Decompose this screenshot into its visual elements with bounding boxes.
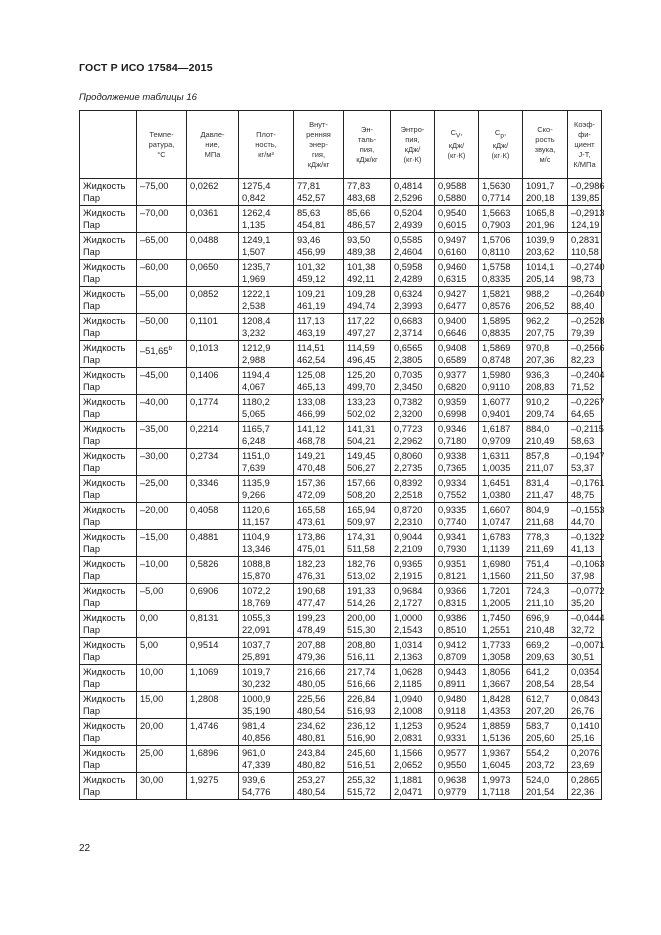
cell-cv: 0,9524 0,9331 — [435, 719, 479, 746]
cell-internal-energy: 149,21 470,48 — [294, 449, 344, 476]
cell-entropy: 0,6683 2,3714 — [391, 314, 435, 341]
cell-cp: 1,5869 0,8748 — [479, 341, 523, 368]
cell-temperature: –15,00 — [137, 530, 187, 557]
cell-enthalpy: 255,32 515,72 — [344, 773, 391, 800]
cell-cp: 1,8056 1,3667 — [479, 665, 523, 692]
cell-cv: 0,9480 0,9118 — [435, 692, 479, 719]
cell-cp: 1,6783 1,1139 — [479, 530, 523, 557]
table-row — [80, 719, 602, 746]
cell-sound-speed: 612,7 207,20 — [523, 692, 568, 719]
cell-cv: 0,9366 0,8315 — [435, 584, 479, 611]
cell-temperature: –65,00 — [137, 233, 187, 260]
cell-entropy: 0,5958 2,4289 — [391, 260, 435, 287]
cell-entropy: 1,1566 2,0652 — [391, 746, 435, 773]
header-jt-coefficient: Коэф- фи- циент J-T, К/МПа — [568, 111, 602, 179]
cell-jt-coefficient: –0,1063 37,98 — [568, 557, 602, 584]
header-pressure: Давле- ние, МПа — [187, 111, 239, 179]
cell-temperature: 5,00 — [137, 638, 187, 665]
cell-entropy: 0,8392 2,2518 — [391, 476, 435, 503]
cell-jt-coefficient: 0,2865 22,36 — [568, 773, 602, 800]
table-header-row — [80, 111, 602, 179]
cell-internal-energy: 225,56 480,54 — [294, 692, 344, 719]
cell-entropy: 0,5585 2,4604 — [391, 233, 435, 260]
cell-pressure: 0,0650 — [187, 260, 239, 287]
cell-sound-speed: 804,9 211,68 — [523, 503, 568, 530]
cell-cv: 0,9460 0,6315 — [435, 260, 479, 287]
cell-enthalpy: 236,12 516,90 — [344, 719, 391, 746]
cell-sound-speed: 884,0 210,49 — [523, 422, 568, 449]
cell-pressure: 0,0262 — [187, 179, 239, 206]
cell-sound-speed: 970,8 207,36 — [523, 341, 568, 368]
header-entropy: Энтро- пия, кДж/ (кг·К) — [391, 111, 435, 179]
cell-temperature: –40,00 — [137, 395, 187, 422]
cell-entropy: 1,1253 2,0831 — [391, 719, 435, 746]
cell-density: 1212,9 2,988 — [239, 341, 294, 368]
cell-temperature: –20,00 — [137, 503, 187, 530]
cell-cp: 1,5630 0,7714 — [479, 179, 523, 206]
cell-internal-energy: 114,51 462,54 — [294, 341, 344, 368]
cell-density: 1208,4 3,232 — [239, 314, 294, 341]
cell-entropy: 1,1881 2,0471 — [391, 773, 435, 800]
cell-entropy: 1,0628 2,1185 — [391, 665, 435, 692]
cell-entropy: 0,8060 2,2735 — [391, 449, 435, 476]
cell-sound-speed: 1039,9 203,62 — [523, 233, 568, 260]
cell-cp: 1,5706 0,8110 — [479, 233, 523, 260]
cell-entropy: 0,9684 2,1727 — [391, 584, 435, 611]
table-row — [80, 395, 602, 422]
cell-phase: Жидкость Пар — [80, 368, 137, 395]
cell-enthalpy: 117,22 497,27 — [344, 314, 391, 341]
cell-jt-coefficient: –0,0444 32,72 — [568, 611, 602, 638]
cell-sound-speed: 1014,1 205,14 — [523, 260, 568, 287]
cell-phase: Жидкость Пар — [80, 773, 137, 800]
cell-pressure: 0,0852 — [187, 287, 239, 314]
cell-phase: Жидкость Пар — [80, 503, 137, 530]
cell-cv: 0,9335 0,7740 — [435, 503, 479, 530]
cell-sound-speed: 669,2 209,63 — [523, 638, 568, 665]
cell-cv: 0,9638 0,9779 — [435, 773, 479, 800]
cell-jt-coefficient: 0,2831 110,58 — [568, 233, 602, 260]
cell-entropy: 0,5204 2,4939 — [391, 206, 435, 233]
cell-pressure: 0,4881 — [187, 530, 239, 557]
cell-jt-coefficient: –0,1322 41,13 — [568, 530, 602, 557]
cell-sound-speed: 936,3 208,83 — [523, 368, 568, 395]
cell-cp: 1,6077 0,9401 — [479, 395, 523, 422]
header-enthalpy: Эн- таль- пия, кДж/кг — [344, 111, 391, 179]
cell-internal-energy: 199,23 478,49 — [294, 611, 344, 638]
cell-sound-speed: 910,2 209,74 — [523, 395, 568, 422]
header-density: Плот- ность, кг/м³ — [239, 111, 294, 179]
cell-enthalpy: 85,66 486,57 — [344, 206, 391, 233]
table-row — [80, 287, 602, 314]
table-row — [80, 476, 602, 503]
cell-cp: 1,9973 1,7118 — [479, 773, 523, 800]
cell-cv: 0,9386 0,8510 — [435, 611, 479, 638]
cell-phase: Жидкость Пар — [80, 665, 137, 692]
cell-sound-speed: 831,4 211,47 — [523, 476, 568, 503]
cell-cv: 0,9341 0,7930 — [435, 530, 479, 557]
cell-internal-energy: 133,08 466,99 — [294, 395, 344, 422]
table-row — [80, 611, 602, 638]
cell-phase: Жидкость Пар — [80, 341, 137, 368]
cell-cp: 1,5663 0,7903 — [479, 206, 523, 233]
cell-cv: 0,9408 0,6589 — [435, 341, 479, 368]
cell-entropy: 0,7723 2,2962 — [391, 422, 435, 449]
cell-phase: Жидкость Пар — [80, 476, 137, 503]
cell-sound-speed: 988,2 206,52 — [523, 287, 568, 314]
cell-internal-energy: 234,62 480,81 — [294, 719, 344, 746]
cell-jt-coefficient: –0,1947 53,37 — [568, 449, 602, 476]
cell-cv: 0,9588 0,5880 — [435, 179, 479, 206]
cell-pressure: 0,0361 — [187, 206, 239, 233]
cell-pressure: 1,4746 — [187, 719, 239, 746]
cell-enthalpy: 226,84 516,93 — [344, 692, 391, 719]
cell-internal-energy: 157,36 472,09 — [294, 476, 344, 503]
cell-phase: Жидкость Пар — [80, 638, 137, 665]
cell-temperature: –35,00 — [137, 422, 187, 449]
cell-enthalpy: 93,50 489,38 — [344, 233, 391, 260]
cell-pressure: 0,9514 — [187, 638, 239, 665]
cell-internal-energy: 243,84 480,82 — [294, 746, 344, 773]
cell-jt-coefficient: –0,2404 71,52 — [568, 368, 602, 395]
cell-pressure: 0,1774 — [187, 395, 239, 422]
cell-enthalpy: 133,23 502,02 — [344, 395, 391, 422]
cell-density: 1180,2 5,065 — [239, 395, 294, 422]
cell-density: 961,0 47,339 — [239, 746, 294, 773]
table-row — [80, 746, 602, 773]
cell-cv: 0,9400 0,6646 — [435, 314, 479, 341]
cell-cp: 1,7201 1,2005 — [479, 584, 523, 611]
cell-phase: Жидкость Пар — [80, 449, 137, 476]
cell-density: 1120,6 11,157 — [239, 503, 294, 530]
header-phase — [80, 111, 137, 179]
cell-cp: 1,6311 1,0035 — [479, 449, 523, 476]
cell-cp: 1,5980 0,9110 — [479, 368, 523, 395]
cell-internal-energy: 165,58 473,61 — [294, 503, 344, 530]
cell-density: 1019,7 30,232 — [239, 665, 294, 692]
cell-enthalpy: 157,66 508,20 — [344, 476, 391, 503]
cell-jt-coefficient: –0,0772 35,20 — [568, 584, 602, 611]
cell-cv: 0,9412 0,8709 — [435, 638, 479, 665]
cell-entropy: 0,6324 2,3993 — [391, 287, 435, 314]
cell-entropy: 0,4814 2,5296 — [391, 179, 435, 206]
cell-cv: 0,9346 0,7180 — [435, 422, 479, 449]
table-row — [80, 233, 602, 260]
cell-cv: 0,9443 0,8911 — [435, 665, 479, 692]
cell-density: 1165,7 6,248 — [239, 422, 294, 449]
table-row — [80, 692, 602, 719]
cell-phase: Жидкость Пар — [80, 611, 137, 638]
cell-cp: 1,6451 1,0380 — [479, 476, 523, 503]
cell-jt-coefficient: 0,2076 23,69 — [568, 746, 602, 773]
cell-phase: Жидкость Пар — [80, 287, 137, 314]
header-cv: $C_V$, кДж/ (кг·К) — [435, 111, 479, 179]
cell-density: 1151,0 7,639 — [239, 449, 294, 476]
cell-sound-speed: 724,3 211,10 — [523, 584, 568, 611]
cell-pressure: 0,2734 — [187, 449, 239, 476]
cell-pressure: 0,1406 — [187, 368, 239, 395]
cell-enthalpy: 245,60 516,51 — [344, 746, 391, 773]
table-row — [80, 557, 602, 584]
cell-phase: Жидкость Пар — [80, 584, 137, 611]
cell-enthalpy: 165,94 509,97 — [344, 503, 391, 530]
cell-jt-coefficient: –0,2640 88,40 — [568, 287, 602, 314]
cell-phase: Жидкость Пар — [80, 260, 137, 287]
cell-density: 1275,4 0,842 — [239, 179, 294, 206]
cell-phase: Жидкость Пар — [80, 530, 137, 557]
cell-density: 1249,1 1,507 — [239, 233, 294, 260]
cell-temperature: –51,65$^b$ — [137, 341, 187, 368]
cell-cp: 1,5758 0,8335 — [479, 260, 523, 287]
cell-cv: 0,9540 0,6015 — [435, 206, 479, 233]
cell-density: 1072,2 18,769 — [239, 584, 294, 611]
cell-pressure: 1,2808 — [187, 692, 239, 719]
cell-temperature: 15,00 — [137, 692, 187, 719]
cell-pressure: 0,1013 — [187, 341, 239, 368]
cell-cv: 0,9351 0,8121 — [435, 557, 479, 584]
table-row — [80, 368, 602, 395]
cell-density: 1055,3 22,091 — [239, 611, 294, 638]
cell-pressure: 1,9275 — [187, 773, 239, 800]
thermo-properties-table — [79, 110, 605, 800]
cell-cp: 1,6980 1,1560 — [479, 557, 523, 584]
cell-jt-coefficient: 0,0843 26,76 — [568, 692, 602, 719]
cell-jt-coefficient: –0,1761 48,75 — [568, 476, 602, 503]
cell-temperature: –70,00 — [137, 206, 187, 233]
cell-enthalpy: 77,83 483,68 — [344, 179, 391, 206]
cell-enthalpy: 141,31 504,21 — [344, 422, 391, 449]
cell-internal-energy: 125,08 465,13 — [294, 368, 344, 395]
cell-internal-energy: 93,46 456,99 — [294, 233, 344, 260]
cell-jt-coefficient: –0,0071 30,51 — [568, 638, 602, 665]
cell-phase: Жидкость Пар — [80, 179, 137, 206]
cell-entropy: 0,9044 2,2109 — [391, 530, 435, 557]
cell-entropy: 1,0940 2,1008 — [391, 692, 435, 719]
cell-pressure: 0,3346 — [187, 476, 239, 503]
page-number: 22 — [79, 843, 91, 854]
cell-density: 1135,9 9,266 — [239, 476, 294, 503]
cell-phase: Жидкость Пар — [80, 746, 137, 773]
cell-internal-energy: 85,63 454,81 — [294, 206, 344, 233]
table-row — [80, 530, 602, 557]
table-row — [80, 314, 602, 341]
cell-density: 1235,7 1,969 — [239, 260, 294, 287]
cell-pressure: 1,1069 — [187, 665, 239, 692]
cell-jt-coefficient: –0,2986 139,85 — [568, 179, 602, 206]
cell-jt-coefficient: –0,2528 79,39 — [568, 314, 602, 341]
cell-temperature: –55,00 — [137, 287, 187, 314]
table-row — [80, 206, 602, 233]
cell-density: 1222,1 2,538 — [239, 287, 294, 314]
cell-temperature: 30,00 — [137, 773, 187, 800]
cell-enthalpy: 200,00 515,30 — [344, 611, 391, 638]
table-row — [80, 341, 602, 368]
cell-pressure: 0,0488 — [187, 233, 239, 260]
cell-temperature: 25,00 — [137, 746, 187, 773]
cell-phase: Жидкость Пар — [80, 314, 137, 341]
cell-density: 1000,9 35,190 — [239, 692, 294, 719]
cell-temperature: –30,00 — [137, 449, 187, 476]
table-row — [80, 503, 602, 530]
cell-sound-speed: 962,2 207,75 — [523, 314, 568, 341]
cell-phase: Жидкость Пар — [80, 692, 137, 719]
cell-sound-speed: 751,4 211,50 — [523, 557, 568, 584]
cell-internal-energy: 207,88 479,36 — [294, 638, 344, 665]
cell-temperature: –75,00 — [137, 179, 187, 206]
cell-density: 1037,7 25,891 — [239, 638, 294, 665]
cell-enthalpy: 191,33 514,26 — [344, 584, 391, 611]
cell-jt-coefficient: –0,2913 124,19 — [568, 206, 602, 233]
table-row — [80, 422, 602, 449]
table-row — [80, 584, 602, 611]
cell-internal-energy: 173,86 475,01 — [294, 530, 344, 557]
document-header: ГОСТ Р ИСО 17584—2015 — [79, 62, 213, 74]
cell-cp: 1,5821 0,8576 — [479, 287, 523, 314]
cell-internal-energy: 141,12 468,78 — [294, 422, 344, 449]
cell-phase: Жидкость Пар — [80, 719, 137, 746]
cell-pressure: 0,8131 — [187, 611, 239, 638]
cell-pressure: 0,4058 — [187, 503, 239, 530]
cell-cp: 1,8859 1,5136 — [479, 719, 523, 746]
cell-enthalpy: 109,28 494,74 — [344, 287, 391, 314]
cell-internal-energy: 101,32 459,12 — [294, 260, 344, 287]
cell-cp: 1,5895 0,8835 — [479, 314, 523, 341]
cell-density: 939,6 54,776 — [239, 773, 294, 800]
cell-sound-speed: 641,2 208,54 — [523, 665, 568, 692]
cell-temperature: 0,00 — [137, 611, 187, 638]
cell-enthalpy: 182,76 513,02 — [344, 557, 391, 584]
cell-enthalpy: 149,45 506,27 — [344, 449, 391, 476]
cell-enthalpy: 101,38 492,11 — [344, 260, 391, 287]
cell-sound-speed: 1065,8 201,96 — [523, 206, 568, 233]
cell-entropy: 0,9365 2,1915 — [391, 557, 435, 584]
cell-sound-speed: 583,7 205,60 — [523, 719, 568, 746]
table-row — [80, 260, 602, 287]
header-internal-energy: Внут- ренняя энер- гия, кДж/кг — [294, 111, 344, 179]
cell-jt-coefficient: –0,2740 98,73 — [568, 260, 602, 287]
cell-cv: 0,9377 0,6820 — [435, 368, 479, 395]
cell-cv: 0,9497 0,6160 — [435, 233, 479, 260]
cell-cp: 1,8428 1,4353 — [479, 692, 523, 719]
cell-density: 1262,4 1,135 — [239, 206, 294, 233]
cell-temperature: –45,00 — [137, 368, 187, 395]
cell-sound-speed: 554,2 203,72 — [523, 746, 568, 773]
table-row — [80, 638, 602, 665]
cell-phase: Жидкость Пар — [80, 233, 137, 260]
cell-sound-speed: 1091,7 200,18 — [523, 179, 568, 206]
cell-pressure: 0,1101 — [187, 314, 239, 341]
cell-internal-energy: 182,23 476,31 — [294, 557, 344, 584]
cell-entropy: 0,7382 2,3200 — [391, 395, 435, 422]
cell-internal-energy: 109,21 461,19 — [294, 287, 344, 314]
cell-temperature: 20,00 — [137, 719, 187, 746]
cell-enthalpy: 217,74 516,66 — [344, 665, 391, 692]
cell-jt-coefficient: –0,2267 64,65 — [568, 395, 602, 422]
cell-phase: Жидкость Пар — [80, 557, 137, 584]
cell-cv: 0,9577 0,9550 — [435, 746, 479, 773]
cell-phase: Жидкость Пар — [80, 395, 137, 422]
cell-entropy: 1,0000 2,1543 — [391, 611, 435, 638]
cell-entropy: 0,6565 2,3805 — [391, 341, 435, 368]
cell-jt-coefficient: –0,2115 58,63 — [568, 422, 602, 449]
cell-enthalpy: 125,20 499,70 — [344, 368, 391, 395]
table-body — [80, 179, 605, 800]
cell-cp: 1,7450 1,2551 — [479, 611, 523, 638]
cell-density: 1104,9 13,346 — [239, 530, 294, 557]
cell-internal-energy: 253,27 480,54 — [294, 773, 344, 800]
cell-density: 981,4 40,856 — [239, 719, 294, 746]
cell-internal-energy: 77,81 452,57 — [294, 179, 344, 206]
cell-entropy: 0,7035 2,3450 — [391, 368, 435, 395]
header-cp: $C_p$, кДж/ (кг·К) — [479, 111, 523, 179]
header-sound-speed: Ско- рость звука, м/с — [523, 111, 568, 179]
cell-sound-speed: 524,0 201,54 — [523, 773, 568, 800]
cell-sound-speed: 696,9 210,48 — [523, 611, 568, 638]
cell-cv: 0,9359 0,6998 — [435, 395, 479, 422]
cell-cv: 0,9334 0,7552 — [435, 476, 479, 503]
table-row — [80, 449, 602, 476]
cell-sound-speed: 857,8 211,07 — [523, 449, 568, 476]
cell-temperature: –25,00 — [137, 476, 187, 503]
cell-pressure: 1,6896 — [187, 746, 239, 773]
cell-internal-energy: 190,68 477,47 — [294, 584, 344, 611]
cell-pressure: 0,5826 — [187, 557, 239, 584]
cell-density: 1194,4 4,067 — [239, 368, 294, 395]
cell-cp: 1,6607 1,0747 — [479, 503, 523, 530]
cell-jt-coefficient: 0,0354 28,54 — [568, 665, 602, 692]
cell-pressure: 0,6906 — [187, 584, 239, 611]
cell-cp: 1,6187 0,9709 — [479, 422, 523, 449]
cell-jt-coefficient: –0,1553 44,70 — [568, 503, 602, 530]
table-row — [80, 773, 602, 800]
cell-entropy: 1,0314 2,1363 — [391, 638, 435, 665]
cell-phase: Жидкость Пар — [80, 206, 137, 233]
table-row — [80, 179, 602, 206]
cell-cv: 0,9427 0,6477 — [435, 287, 479, 314]
cell-temperature: –5,00 — [137, 584, 187, 611]
cell-temperature: –60,00 — [137, 260, 187, 287]
cell-phase: Жидкость Пар — [80, 422, 137, 449]
cell-cp: 1,9367 1,6045 — [479, 746, 523, 773]
cell-temperature: 10,00 — [137, 665, 187, 692]
cell-temperature: –10,00 — [137, 557, 187, 584]
cell-internal-energy: 117,13 463,19 — [294, 314, 344, 341]
cell-cv: 0,9338 0,7365 — [435, 449, 479, 476]
cell-temperature: –50,00 — [137, 314, 187, 341]
header-temperature: Темпе- ратура, °С — [137, 111, 187, 179]
cell-density: 1088,8 15,870 — [239, 557, 294, 584]
cell-enthalpy: 114,59 496,45 — [344, 341, 391, 368]
cell-jt-coefficient: 0,1410 25,16 — [568, 719, 602, 746]
cell-enthalpy: 208,80 516,11 — [344, 638, 391, 665]
cell-internal-energy: 216,66 480,05 — [294, 665, 344, 692]
cell-enthalpy: 174,31 511,58 — [344, 530, 391, 557]
cell-jt-coefficient: –0,2566 82,23 — [568, 341, 602, 368]
cell-entropy: 0,8720 2,2310 — [391, 503, 435, 530]
cell-sound-speed: 778,3 211,69 — [523, 530, 568, 557]
table-caption: Продолжение таблицы 16 — [79, 92, 197, 103]
cell-cp: 1,7733 1,3058 — [479, 638, 523, 665]
cell-pressure: 0,2214 — [187, 422, 239, 449]
table-row — [80, 665, 602, 692]
